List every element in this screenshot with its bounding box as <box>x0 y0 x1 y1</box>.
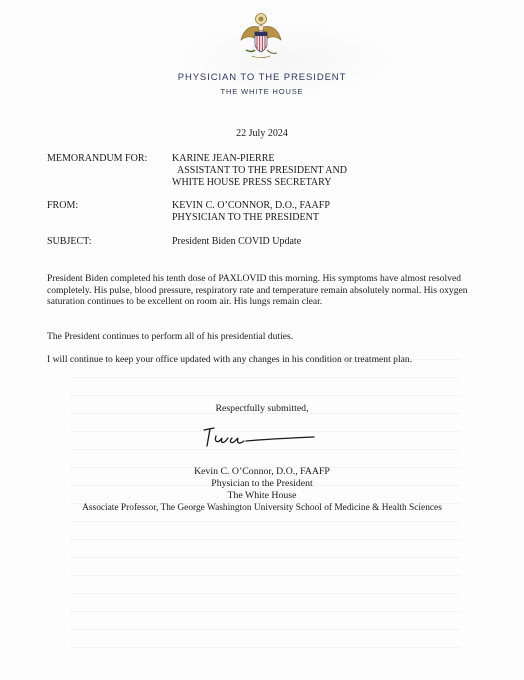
body-paragraph-1: President Biden completed his tenth dose of PAXLOVID this morning. His symptoms have almost resolved completely. His pulse, blood pressure, respiratory rate and temperature remain absolutely normal. His oxygen saturation continues to be excellent on room air. His lungs remain clear. <box>47 273 468 308</box>
to-line-3: WHITE HOUSE PRESS SECRETARY <box>172 177 332 188</box>
from-label: FROM: <box>47 200 79 211</box>
signature-affiliation: Associate Professor, The George Washington University School of Medicine & Health Sciences <box>82 503 442 513</box>
to-line-1: KARINE JEAN-PIERRE <box>172 153 275 164</box>
from-line-2: PHYSICIAN TO THE PRESIDENT <box>172 212 319 223</box>
subject-value: President Biden COVID Update <box>172 236 302 247</box>
presidential-seal-icon <box>238 12 284 64</box>
subject-label: SUBJECT: <box>47 236 92 247</box>
signature-title: Physician to the President <box>211 478 313 489</box>
body-paragraph-3: I will continue to keep your office updated with any changes in his condition or treatment plan. <box>47 354 413 365</box>
to-line-2: ASSISTANT TO THE PRESIDENT AND <box>177 165 347 176</box>
letterhead-office: PHYSICIAN TO THE PRESIDENT <box>177 72 347 83</box>
signature-office: The White House <box>227 490 297 501</box>
to-label: MEMORANDUM FOR: <box>47 153 148 164</box>
signature-name: Kevin C. O’Connor, D.O., FAAFP <box>194 466 330 477</box>
letterhead-location: THE WHITE HOUSE <box>220 87 304 96</box>
memo-date: 22 July 2024 <box>236 128 288 139</box>
handwritten-signature <box>198 420 318 450</box>
body-paragraph-2: The President continues to perform all of his presidential duties. <box>47 331 294 342</box>
sign-off: Respectfully submitted, <box>215 403 309 414</box>
from-line-1: KEVIN C. O’CONNOR, D.O., FAAFP <box>172 200 330 211</box>
